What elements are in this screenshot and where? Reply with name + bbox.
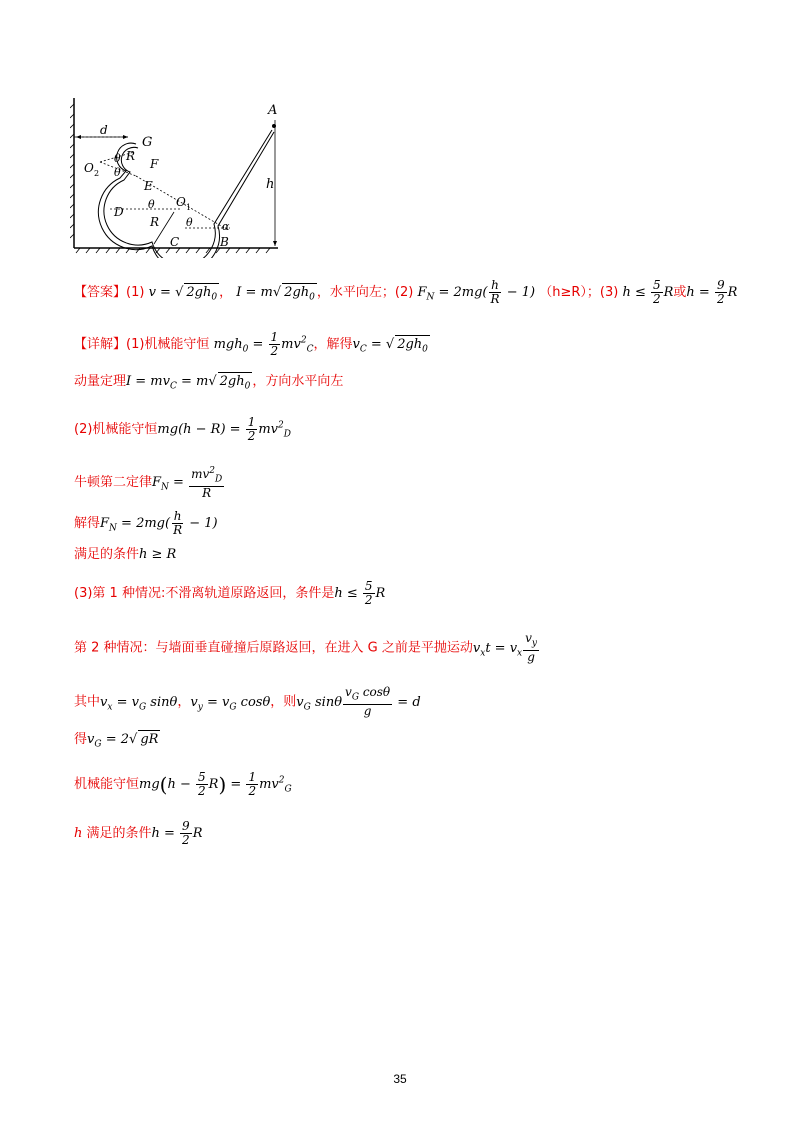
label-O2-sub: 2: [94, 169, 100, 178]
detail-line-9: 其中$v_x = v_G$ sinθ，$v_y = v_G$ cosθ，则$v_G$ sinθ $\frac{v_G \cos\theta}{g}$ = d: [74, 685, 421, 719]
answer-part-3: (3): [599, 285, 619, 300]
label-alpha: α: [222, 220, 230, 233]
answer-I-eq: I = m√ $2gh_0$: [236, 285, 317, 300]
label-R-lower: R: [150, 215, 160, 229]
label-A: A: [268, 103, 278, 118]
answer-direction: ，水平向左；: [316, 285, 395, 300]
detail-line-11: 机械能守恒mg(h − $\frac{5}{2}$ R) = $\frac{1}{2}$ $mv^2_G$: [74, 770, 292, 798]
separator: ，: [219, 285, 233, 300]
label-O1: O: [176, 195, 186, 209]
detail-line-6: 满足的条件h ≥ R: [74, 547, 177, 562]
answer-h-ineq: h ≤ $\frac{5}{2}$ R: [622, 278, 674, 306]
label-D: D: [114, 205, 124, 219]
track-diagram: [70, 96, 290, 258]
detail-line-7: (3)第 1 种情况:不滑离轨道原路返回，条件是h ≤ $\frac{5}{2}$ R: [74, 579, 386, 607]
detail-line-10: 得$v_G = 2√$ gR: [74, 732, 159, 750]
detail-line-3: (2)机械能守恒mg(h − R) = $\frac{1}{2}$ $mv^2_D$: [74, 415, 291, 443]
answer-v-eq: v = √ $2gh_0$: [149, 285, 220, 300]
label-R-upper: R: [126, 149, 136, 163]
label-d: d: [100, 123, 108, 137]
answer-condition: （h≥R）；: [539, 285, 600, 300]
detail-line-8: 第 2 种情况：与墙面垂直碰撞后原路返回，在进入 G 之前是平抛运动$v_xt = v_x$ $\frac{v_y}{g}$: [74, 631, 537, 665]
detail-line-5: 解得$F_N = 2mg$( $\frac{h}{R}$ − 1): [74, 509, 218, 537]
page-number: 35: [393, 1072, 407, 1086]
label-theta-2: θ: [114, 166, 121, 179]
label-E: E: [144, 179, 153, 193]
label-G: G: [142, 135, 153, 150]
answer-tag: 【答案】: [74, 285, 127, 300]
answer-FN-eq: $F_N = 2mg$( $\frac{h}{R}$ − 1): [417, 278, 536, 306]
detail-line-1: 【详解】(1)机械能守恒 mgh$_0$ = $\frac{1}{2}$ $mv^2_C$，解得$v_C$ = √ $2gh_0$: [74, 330, 428, 358]
detail-tag: 【详解】: [74, 337, 127, 352]
label-B: B: [220, 235, 229, 249]
label-F: F: [150, 157, 159, 171]
answer-line: [74, 279, 737, 307]
answer-part-2: (2): [394, 285, 414, 300]
detail-line-2: 动量定理$I = mv_C = m√$ $2gh_0$ ，方向水平向左: [74, 372, 343, 396]
label-C: C: [170, 235, 180, 249]
answer-or: 或: [673, 285, 687, 300]
label-theta-1: θ: [114, 152, 121, 165]
detail-line-12: h 满足的条件h = $\frac{9}{2}$ R: [74, 819, 203, 847]
label-theta-4: θ: [186, 216, 193, 229]
label-theta-3: θ: [148, 198, 155, 211]
answer-part-1: (1): [126, 285, 145, 300]
detail-line-4: 牛顿第二定律$F_N$ = $\frac{mv^2_D}{R}$: [74, 466, 223, 501]
label-O1-sub: 1: [186, 203, 192, 212]
answer-h-eq: h = $\frac{9}{2}$ R: [686, 278, 738, 306]
label-h: h: [266, 177, 275, 192]
label-O2: O: [84, 161, 94, 175]
